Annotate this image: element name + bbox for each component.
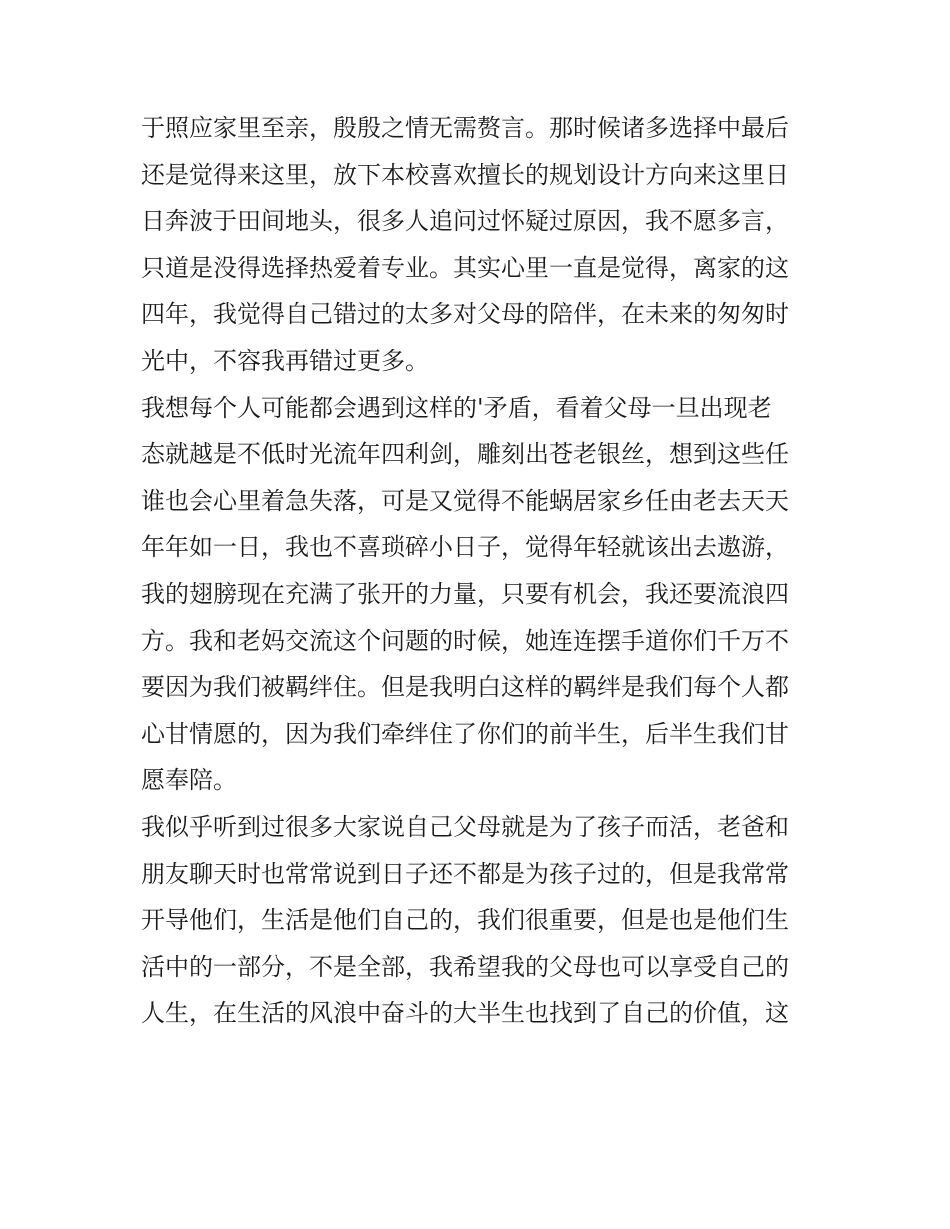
text-line: 我似乎听到过很多大家说自己父母就是为了孩子而活，老爸和 — [141, 812, 789, 841]
text-line: 光中，不容我再错过更多。 — [141, 346, 429, 375]
text-line: 谁也会心里着急失落，可是又觉得不能蜗居家乡任由老去天天 — [141, 486, 789, 515]
text-line: 我的翅膀现在充满了张开的力量，只要有机会，我还要流浪四 — [141, 579, 789, 608]
text-line: 愿奉陪。 — [141, 766, 237, 795]
text-line: 态就越是不低时光流年四利剑，雕刻出苍老银丝，想到这些任 — [141, 440, 789, 469]
text-line: 于照应家里至亲，殷殷之情无需赘言。那时候诸多选择中最后 — [141, 114, 789, 142]
text-line: 还是觉得来这里，放下本校喜欢擅长的规划设计方向来这里日 — [141, 160, 789, 189]
text-line: 四年，我觉得自己错过的太多对父母的陪伴，在未来的匆匆时 — [141, 300, 789, 329]
document-body-text — [141, 105, 821, 1037]
text-line: 人生，在生活的风浪中奋斗的大半生也找到了自己的价值，这 — [141, 999, 789, 1028]
text-line: 心甘情愿的，因为我们牵绊住了你们的前半生，后半生我们甘 — [141, 719, 789, 748]
text-line: 方。我和老妈交流这个问题的时候，她连连摆手道你们千万不 — [141, 626, 789, 655]
text-line: 日奔波于田间地头，很多人追问过怀疑过原因，我不愿多言， — [141, 207, 789, 236]
text-line: 开导他们，生活是他们自己的，我们很重要，但是也是他们生 — [141, 906, 789, 935]
text-line: 年年如一日，我也不喜琐碎小日子，觉得年轻就该出去遨游， — [141, 533, 789, 562]
text-line: 活中的一部分，不是全部，我希望我的父母也可以享受自己的 — [141, 952, 789, 981]
text-line: 要因为我们被羁绊住。但是我明白这样的羁绊是我们每个人都 — [141, 673, 789, 702]
text-line: 朋友聊天时也常常说到日子还不都是为孩子过的，但是我常常 — [141, 859, 789, 888]
text-line: 我想每个人可能都会遇到这样的'矛盾，看着父母一旦出现老 — [141, 393, 772, 422]
text-line: 只道是没得选择热爱着专业。其实心里一直是觉得，离家的这 — [141, 253, 789, 282]
